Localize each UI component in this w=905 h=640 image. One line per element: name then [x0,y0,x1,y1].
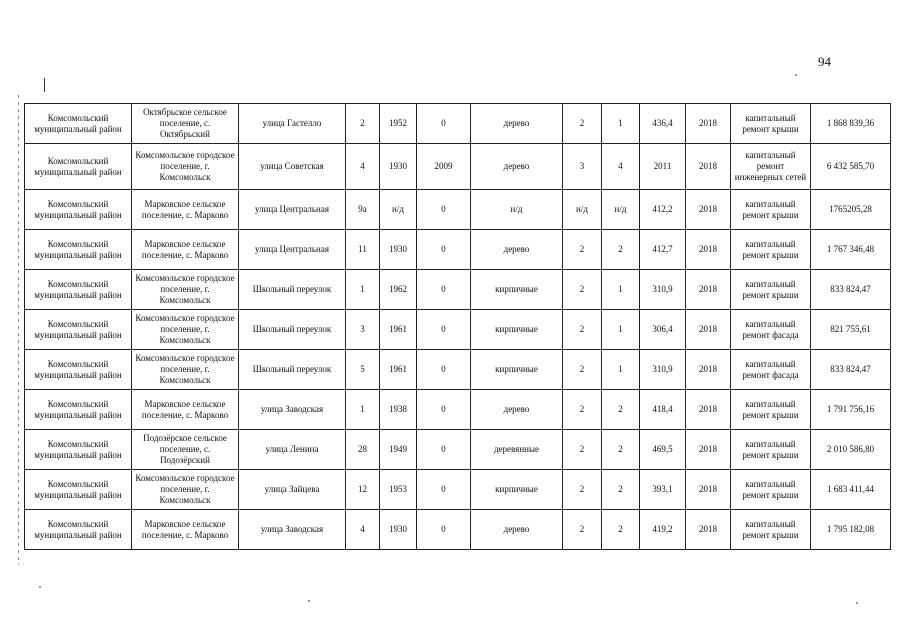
cell-settlement: Комсомольское городское поселение, г. Комсомольск [132,310,239,350]
cell-year-built: н/д [380,190,417,230]
table-row [25,144,891,190]
cell-settlement: Марковское сельское поселение, с. Марково [132,390,239,430]
scan-speck [795,74,797,76]
cell-entrances: 1 [602,104,640,144]
cell-entrances: 1 [602,310,640,350]
cell-plan-year: 2018 [686,310,731,350]
cell-year-built: 1961 [380,310,417,350]
cell-cost: 1 767 346,48 [811,230,891,270]
cell-plan-year: 2018 [686,470,731,510]
scan-speck [856,602,858,604]
cell-house: 3 [346,310,380,350]
cell-entrances: 4 [602,144,640,190]
cell-house: 12 [346,470,380,510]
cell-area: 469,5 [640,430,686,470]
cell-settlement: Комсомольское городское поселение, г. Комсомольск [132,350,239,390]
cell-street: улица Гастелло [239,104,346,144]
cell-settlement: Комсомольское городское поселение, г. Комсомольск [132,270,239,310]
cell-material: кирпичные [471,270,563,310]
cell-floors: 2 [563,310,602,350]
cell-plan-year: 2018 [686,430,731,470]
cell-floors: 2 [563,230,602,270]
page-number: 94 [818,54,831,69]
cell-material: деревянные [471,430,563,470]
cell-year-renovated: 0 [417,430,471,470]
table-row [25,270,891,310]
scan-speck [39,586,41,588]
table-row [25,430,891,470]
cell-entrances: н/д [602,190,640,230]
cell-house: 1 [346,270,380,310]
cell-entrances: 2 [602,390,640,430]
cell-district: Комсомольский муниципальный район [25,310,132,350]
cell-plan-year: 2018 [686,190,731,230]
cell-plan-year: 2018 [686,104,731,144]
housing-repair-table [24,103,891,550]
cell-entrances: 2 [602,510,640,550]
cell-settlement: Марковское сельское поселение, с. Марково [132,510,239,550]
table-row [25,390,891,430]
cell-work-type: капитальный ремонт крыши [731,230,811,270]
cell-year-built: 1961 [380,350,417,390]
cell-floors: 2 [563,390,602,430]
cell-street: улица Ленина [239,430,346,470]
cell-year-built: 1962 [380,270,417,310]
cell-floors: 2 [563,104,602,144]
cell-settlement: Октябрьское сельское поселение, с. Октябрьский [132,104,239,144]
cell-area: 310,9 [640,270,686,310]
cell-cost: 833 824,47 [811,350,891,390]
cell-year-built: 1930 [380,230,417,270]
cell-cost: 1 683 411,44 [811,470,891,510]
cell-floors: н/д [563,190,602,230]
cell-work-type: капитальный ремонт крыши [731,270,811,310]
table-row [25,510,891,550]
table-row [25,310,891,350]
cell-district: Комсомольский муниципальный район [25,144,132,190]
cell-settlement: Комсомольское городское поселение, г. Комсомольск [132,144,239,190]
cell-street: улица Заводская [239,390,346,430]
cell-district: Комсомольский муниципальный район [25,350,132,390]
cell-district: Комсомольский муниципальный район [25,270,132,310]
cell-work-type: капитальный ремонт крыши [731,190,811,230]
cell-plan-year: 2018 [686,230,731,270]
cell-district: Комсомольский муниципальный район [25,390,132,430]
cell-settlement: Комсомольское городское поселение, г. Комсомольск [132,470,239,510]
cell-year-renovated: 0 [417,104,471,144]
cell-house: 9а [346,190,380,230]
cell-plan-year: 2018 [686,510,731,550]
cell-work-type: капитальный ремонт инженерных сетей [731,144,811,190]
cell-cost: 6 432 585,70 [811,144,891,190]
cell-material: н/д [471,190,563,230]
cell-year-built: 1938 [380,390,417,430]
cell-year-renovated: 0 [417,350,471,390]
cell-house: 11 [346,230,380,270]
cell-year-renovated: 0 [417,470,471,510]
cell-district: Комсомольский муниципальный район [25,190,132,230]
cell-area: 412,2 [640,190,686,230]
cell-street: улица Советская [239,144,346,190]
cell-entrances: 1 [602,350,640,390]
cell-cost: 1 795 182,08 [811,510,891,550]
cell-street: улица Центральная [239,190,346,230]
cell-district: Комсомольский муниципальный район [25,510,132,550]
cell-cost: 821 755,61 [811,310,891,350]
cell-area: 310,9 [640,350,686,390]
cell-year-renovated: 2009 [417,144,471,190]
cell-house: 5 [346,350,380,390]
cell-house: 28 [346,430,380,470]
table-row [25,230,891,270]
cell-entrances: 2 [602,430,640,470]
cell-work-type: капитальный ремонт крыши [731,390,811,430]
cell-floors: 2 [563,430,602,470]
cell-material: дерево [471,104,563,144]
cell-street: улица Зайцева [239,470,346,510]
cell-material: кирпичные [471,310,563,350]
cell-cost: 1 868 839,36 [811,104,891,144]
cell-street: Школьный переулок [239,270,346,310]
cell-plan-year: 2018 [686,270,731,310]
cell-cost: 1765205,28 [811,190,891,230]
table-row [25,104,891,144]
cell-house: 4 [346,144,380,190]
cell-plan-year: 2018 [686,144,731,190]
cell-entrances: 2 [602,230,640,270]
cell-year-built: 1930 [380,510,417,550]
cell-year-renovated: 0 [417,310,471,350]
cell-street: Школьный переулок [239,350,346,390]
cell-area: 306,4 [640,310,686,350]
cell-area: 412,7 [640,230,686,270]
table-row [25,350,891,390]
cell-settlement: Подозёрское сельское поселение, с. Подозёрский [132,430,239,470]
cell-settlement: Марковское сельское поселение, с. Марково [132,230,239,270]
cell-year-renovated: 0 [417,270,471,310]
scan-speck [308,600,310,602]
cell-area: 418,4 [640,390,686,430]
margin-mark [44,78,45,92]
cell-work-type: капитальный ремонт фасада [731,310,811,350]
table-row [25,470,891,510]
cell-material: дерево [471,390,563,430]
cell-material: дерево [471,144,563,190]
cell-year-built: 1953 [380,470,417,510]
cell-district: Комсомольский муниципальный район [25,470,132,510]
cell-entrances: 1 [602,270,640,310]
cell-cost: 833 824,47 [811,270,891,310]
cell-work-type: капитальный ремонт крыши [731,470,811,510]
table-body [25,104,891,550]
cell-street: улица Заводская [239,510,346,550]
cell-plan-year: 2018 [686,390,731,430]
cell-floors: 2 [563,350,602,390]
cell-year-renovated: 0 [417,230,471,270]
cell-area: 2011 [640,144,686,190]
cell-year-renovated: 0 [417,390,471,430]
cell-material: дерево [471,510,563,550]
cell-work-type: капитальный ремонт фасада [731,350,811,390]
cell-year-built: 1952 [380,104,417,144]
cell-area: 436,4 [640,104,686,144]
cell-district: Комсомольский муниципальный район [25,430,132,470]
cell-entrances: 2 [602,470,640,510]
cell-cost: 2 010 586,80 [811,430,891,470]
cell-floors: 2 [563,270,602,310]
cell-year-built: 1930 [380,144,417,190]
left-margin-rule [18,95,19,565]
cell-material: дерево [471,230,563,270]
cell-house: 4 [346,510,380,550]
cell-year-renovated: 0 [417,510,471,550]
cell-street: Школьный переулок [239,310,346,350]
cell-floors: 2 [563,470,602,510]
cell-house: 2 [346,104,380,144]
cell-work-type: капитальный ремонт крыши [731,510,811,550]
cell-settlement: Марковское сельское поселение, с. Марково [132,190,239,230]
cell-area: 393,1 [640,470,686,510]
cell-material: кирпичные [471,470,563,510]
cell-cost: 1 791 756,16 [811,390,891,430]
cell-work-type: капитальный ремонт крыши [731,430,811,470]
cell-material: кирпичные [471,350,563,390]
cell-year-built: 1949 [380,430,417,470]
cell-house: 1 [346,390,380,430]
cell-area: 419,2 [640,510,686,550]
cell-district: Комсомольский муниципальный район [25,104,132,144]
cell-street: улица Центральная [239,230,346,270]
cell-floors: 3 [563,144,602,190]
cell-work-type: капитальный ремонт крыши [731,104,811,144]
table-row [25,190,891,230]
cell-year-renovated: 0 [417,190,471,230]
cell-plan-year: 2018 [686,350,731,390]
cell-district: Комсомольский муниципальный район [25,230,132,270]
cell-floors: 2 [563,510,602,550]
